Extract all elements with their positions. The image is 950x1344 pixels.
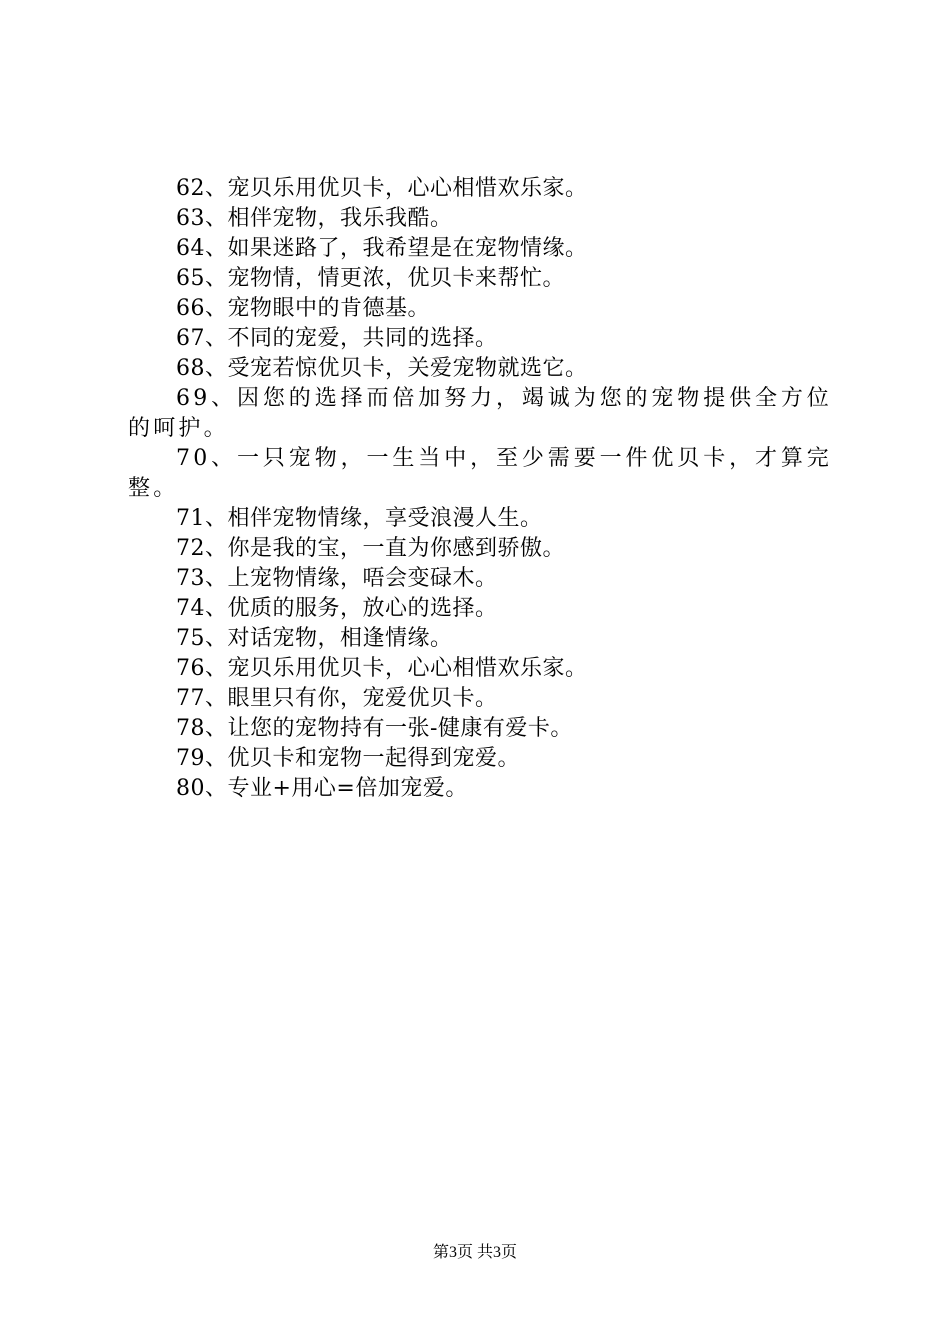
list-item: 62、宠贝乐用优贝卡，心心相惜欢乐家。 bbox=[176, 176, 588, 201]
list-item: 66、宠物眼中的肯德基。 bbox=[176, 296, 430, 321]
list-item: 79、优贝卡和宠物一起得到宠爱。 bbox=[176, 746, 520, 771]
list-item: 78、让您的宠物持有一张-健康有爱卡。 bbox=[176, 716, 573, 741]
list-item: 77、眼里只有你，宠爱优贝卡。 bbox=[176, 686, 498, 711]
list-item: 64、如果迷路了，我希望是在宠物情缘。 bbox=[176, 236, 588, 261]
list-item: 71、相伴宠物情缘，享受浪漫人生。 bbox=[176, 506, 543, 531]
page-footer: 第3页 共3页 bbox=[432, 1244, 517, 1261]
list-item: 73、上宠物情缘，唔会变碌木。 bbox=[176, 566, 498, 591]
list-item: 70、一只宠物，一生当中，至少需要一件优贝卡，才算完整。 bbox=[128, 446, 832, 501]
list-item: 67、不同的宠爱，共同的选择。 bbox=[176, 326, 498, 351]
list-item: 68、受宠若惊优贝卡，关爱宠物就选它。 bbox=[176, 356, 588, 381]
list-item: 80、专业+用心=倍加宠爱。 bbox=[176, 776, 468, 801]
list-item: 76、宠贝乐用优贝卡，心心相惜欢乐家。 bbox=[176, 656, 588, 681]
list-item: 75、对话宠物，相逢情缘。 bbox=[176, 626, 453, 651]
list-item: 69、因您的选择而倍加努力，竭诚为您的宠物提供全方位的呵护。 bbox=[128, 386, 832, 441]
slogan-list bbox=[128, 174, 832, 804]
list-item: 63、相伴宠物，我乐我酷。 bbox=[176, 206, 453, 231]
list-item: 65、宠物情，情更浓，优贝卡来帮忙。 bbox=[176, 266, 565, 291]
list-item: 74、优质的服务，放心的选择。 bbox=[176, 596, 498, 621]
list-item: 72、你是我的宝，一直为你感到骄傲。 bbox=[176, 536, 565, 561]
